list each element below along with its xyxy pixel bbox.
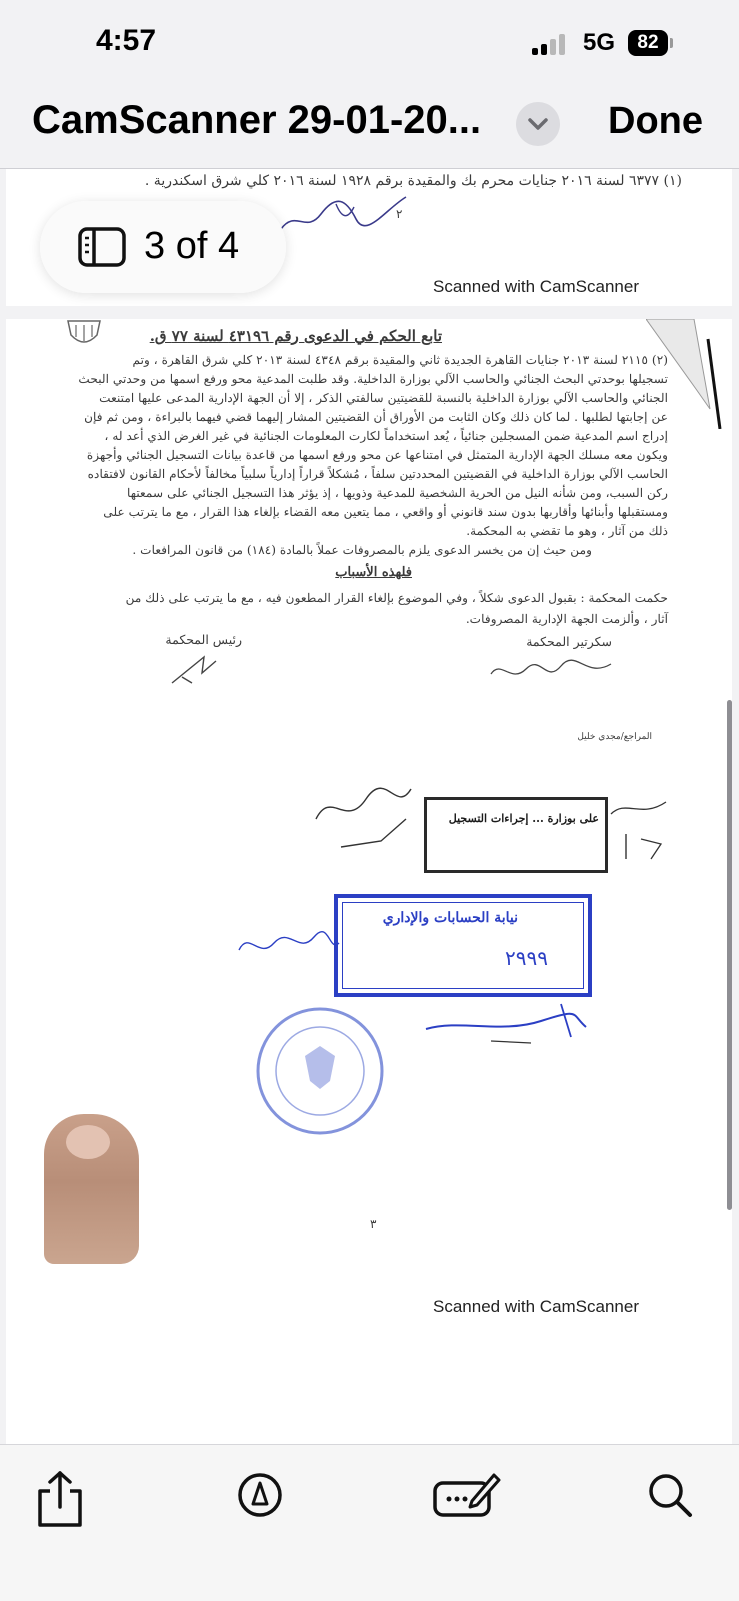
share-icon <box>32 1469 88 1529</box>
search-icon <box>646 1471 694 1519</box>
chevron-down-icon <box>516 102 560 146</box>
scanned-watermark: Scanned with CamScanner <box>433 277 640 296</box>
ruling-line: حكمت المحكمة : بقبول الدعوى شكلاً ، وفي الموضوع بإلغاء القرار المطعون فيه ، مع ما يترتب على ذلك من <box>125 591 668 605</box>
blue-signature <box>421 999 591 1049</box>
title-menu-button[interactable] <box>516 102 560 146</box>
signature-icon <box>432 1469 502 1519</box>
scrollbar[interactable] <box>727 700 732 1210</box>
court-secretary-label: سكرتير المحكمة <box>526 634 612 649</box>
done-button[interactable]: Done <box>608 100 703 142</box>
handwritten-marks <box>606 794 676 874</box>
stamp-text: على بوزارة ... إجراءات التسجيل <box>448 812 599 825</box>
handwritten-note <box>234 925 344 965</box>
page-text-line: (١) ٦٣٧٧ لسنة ٢٠١٦ جنايات محرم بك والمقيدة برقم ١٩٢٨ لسنة ٢٠١٦ كلي شرق اسكندرية . <box>144 173 682 189</box>
document-page-3 <box>6 319 732 1444</box>
handwritten-signature <box>276 189 416 239</box>
network-type: 5G <box>583 29 616 56</box>
black-stamp <box>424 797 608 873</box>
fingernail <box>66 1125 110 1159</box>
court-emblem-icon <box>64 319 104 349</box>
court-president-label: رئيس المحكمة <box>165 632 242 647</box>
judgment-line: ومن حيث إن من يخسر الدعوى يلزم بالمصروفات عملاً بالمادة (١٨٤) من قانون المرافعات . <box>132 543 592 557</box>
document-title[interactable]: CamScanner 29-01-20... <box>32 98 482 142</box>
judgment-line: الجنائي والحاسب الآلي بوزارة الداخلية بالنسبة للقضيتين سالفتي الذكر ، إلا أن الجهة الإدارية المدعى عليها امتنعت <box>99 391 668 405</box>
handwritten-note <box>311 779 421 859</box>
reviewer-note: المراجع/مجدي خليل <box>577 732 652 742</box>
president-signature <box>164 649 244 689</box>
navigation-bar <box>0 90 739 169</box>
judgment-line: إدراج اسم المدعية ضمن المسجلين جنائياً ، يُعد استخداماً لكارت المعلومات الجنائية في غير الغرض الذي أعد له ، <box>104 429 668 443</box>
battery-tip <box>670 38 673 48</box>
judgment-line: ركن السبب، ومن شأنه النيل من الحرية الشخصية للمدعية وذويها ، إذ يؤثر هذا التسجيل الجنائي على سمعتها <box>127 486 668 500</box>
sidebar-thumbnails-icon <box>78 227 126 267</box>
cellular-signal-icon <box>532 33 568 55</box>
status-time: 4:57 <box>96 24 157 57</box>
page-number: ٢ <box>396 207 403 221</box>
stamp-number: ٢٩٩٩ <box>505 946 548 970</box>
page-indicator[interactable] <box>40 201 286 293</box>
judgment-line: الحاسب الآلي بوزارة الداخلية في القضيتين المحددتين سلفاً ، مُشكلاً قراراً إدارياً سلبياً مخالفاً لأحكام القانون لافتقاده <box>87 467 668 481</box>
reasons-heading: فلهذه الأسباب <box>335 565 412 580</box>
judgment-line: ويكون معه مسلك الجهة الإدارية المتمثل في امتناعها عن محو ورفع اسمها من قاعدة بيانات التسجيل الجنائي وأجهزة <box>86 448 668 462</box>
document-viewer[interactable] <box>0 169 739 1444</box>
judgment-line: ومستقبلها وأبنائها وأقاربها بدون سند قانوني أو واقعي ، مما يتعين معه القضاء بإلغاء هذا القرار ، مع ما يترتب على <box>103 505 668 519</box>
share-button[interactable] <box>32 1469 88 1525</box>
page-number: ٣ <box>370 1217 377 1231</box>
judgment-line: ذلك من آثار ، وهو ما تقضي به المحكمة. <box>466 524 668 538</box>
judgment-line: عن إجابتها لطلبها . لما كان ذلك وكان الثابت من الأوراق أن القضيتين المشار إليهما قضي فيهما بالبراءة ، ومن ثم فإن <box>84 410 668 424</box>
bottom-toolbar <box>0 1444 739 1601</box>
scanned-watermark: Scanned with CamScanner <box>433 1297 640 1316</box>
document-page-4 <box>6 1359 732 1444</box>
secretary-signature <box>486 654 616 689</box>
stamp-text: نيابة الحسابات والإداري <box>382 910 518 926</box>
judgment-line: تسجيلها بوحدتي البحث الجنائي والحاسب الآلي بوزارة الداخلية. وقد طلبت المدعية محو ورفع اسمها من وحدتي البحث <box>78 372 668 386</box>
page-indicator-label: 3 of 4 <box>144 225 240 267</box>
ruling-line: آثار ، وألزمت الجهة الإدارية المصروفات. <box>465 612 668 626</box>
battery-icon: 82 <box>628 30 668 56</box>
markup-icon <box>236 1471 284 1519</box>
markup-button[interactable] <box>236 1471 292 1527</box>
judgment-line: (٢) ٢١١٥ لسنة ٢٠١٣ جنايات القاهرة الجديدة ثاني والمقيدة برقم ٤٣٤٨ لسنة ٢٠١٣ كلي شرق القاهرة ، وتم <box>132 353 668 367</box>
search-button[interactable] <box>646 1471 702 1527</box>
signature-button[interactable] <box>432 1469 502 1525</box>
status-bar <box>0 0 739 90</box>
judgment-header: تابع الحكم في الدعوى رقم ٤٣١٩٦ لسنة ٧٧ ق. <box>149 327 442 345</box>
blue-stamp <box>334 894 592 997</box>
round-seal-icon <box>250 1001 390 1141</box>
